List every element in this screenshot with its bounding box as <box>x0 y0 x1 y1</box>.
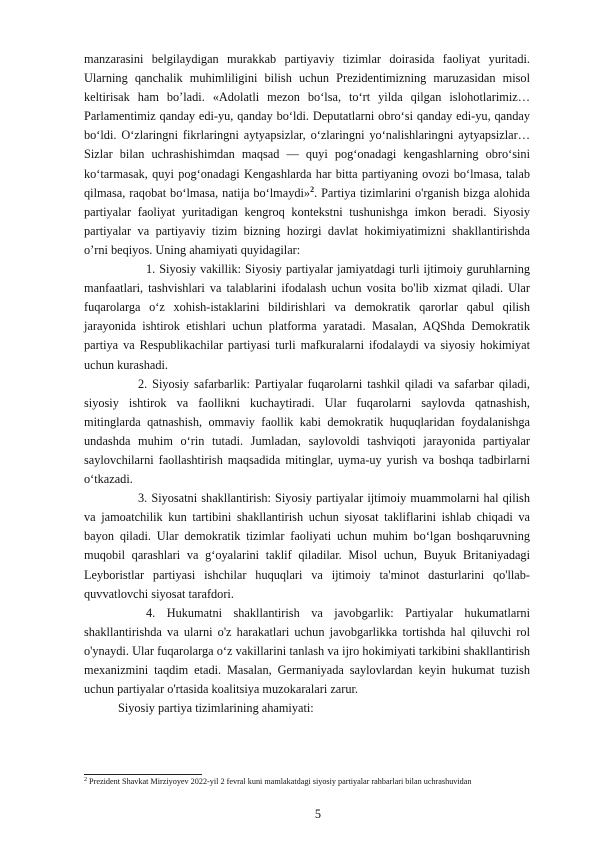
footnote-number: 2 <box>84 777 87 783</box>
document-body <box>84 50 530 718</box>
intro-tail-text: . Partiya tizimlarini o'rganish bizga alohida partiyalar faoliyat yuritadigan kengroq kontekstni tushunishga imkon beradi. Siyosiy partiyalar va partiyaviy tizim bizning hozirgi davlat hokimiyatimizni shakllantirishda o’rni beqiyos. Uning ahamiyati quyidagilar: <box>84 185 530 257</box>
footnote-divider <box>84 774 202 775</box>
page-number: 5 <box>314 807 322 821</box>
footnote-text: Prezident Shavkat Mirziyoyev 2022-yil 2 fevral kuni mamlakatdagi siyosiy partiyalar rahbarlari bilan uchrashuvidan <box>89 777 472 786</box>
section-heading: Siyosiy partiya tizimlarining ahamiyati: <box>118 701 314 716</box>
intro-paragraph <box>84 50 530 260</box>
footnote-reference[interactable]: 2 <box>310 184 315 194</box>
list-item-government-formation: 4. Hukumatni shakllantirish va javobgarlik: Partiyalar hukumatlarni shakllantirishda va ularni o'z harakatlari uchun javobgarlikka tortishda hal qiluvchi rol o'ynaydi. Ular fuqarolarga o‘z vakillarini tanlash va ijro hokimiyati tarkibini shakllantirish mexanizmini taqdim etadi. Masalan, Germaniyada saylovlardan keyin hukumat tuzish uchun partiyalar o'rtasida koalitsiya muzokaralari zarur. <box>84 605 530 697</box>
intro-text: manzarasini belgilaydigan murakkab partiyaviy tizimlar doirasida faoliyat yuritadi. Ularning qanchalik muhimliligini bilish uchun Prezidentimizning maruzasidan misol keltirisak ham bo’ladi. «Adolatli mezon bo‘lsa, to‘rt yilda qilgan islohotlarimiz… Parlamentimiz qanday edi-yu, qanday bo‘ldi. Deputatlarni obro‘si qanday edi-yu, qanday bo‘ldi. O‘zlaringni fikrlaringni aytyapsizlar, o‘zlaringni yo‘nalishlaringni aytyapsizlar… Sizlar bilan uchrashishimdan maqsad — quyi pog‘onadagi kengashlarning obro‘sini ko‘tarmasak, quyi pog‘onadagi Kengashlarda har bitta partiyaning ovozi bo‘lmasa, talab qilmasa, raqobat bo‘lmasa, natija bo‘lmaydi» <box>84 52 530 200</box>
list-item-representation: 1. Siyosiy vakillik: Siyosiy partiyalar jamiyatdagi turli ijtimoiy guruhlarning manfaatlari, tashvishlari va talablarini ifodalash uchun vosita bo'lib xizmat qiladi. Ular fuqarolarga o‘z xohish-istaklarini bildirishlari va demokratik qarorlar qabul qilish jarayonida ishtirok etishlari uchun platforma yaratadi. Masalan, AQShda Demokratik partiya va Respublikachilar partiyasi turli mafkuralarni ifodalaydi va siyosiy hokimiyat uchun kurashadi. <box>84 262 530 372</box>
list-item-mobilization: 2. Siyosiy safarbarlik: Partiyalar fuqarolarni tashkil qiladi va safarbar qiladi, siyosiy ishtirok va faollikni kuchaytiradi. Ular fuqarolarni saylovda qatnashish, mitinglarda qatnashish, ommaviy faollik kabi demokratik huquqlaridan foydalanishga undashda muhim o‘rin tutadi. Jumladan, saylovoldi tashviqoti jarayonida partiyalar saylovchilarni faollashtirish maqsadida mitinglar, uyma-uy yurish va boshqa tadbirlarni o‘tkazadi. <box>84 376 530 487</box>
list-item-policy-making: 3. Siyosatni shakllantirish: Siyosiy partiyalar ijtimoiy muammolarni hal qilish va jamoatchilik kun tartibini shakllantirish uchun siyosat takliflarini ishlab chiqadi va bayon qiladi. Ular demokratik tizimlar faoliyati uchun muhim bo‘lgan boshqaruvning muqobil qarashlari va g‘oyalarini taklif qiladilar. Misol uchun, Buyuk Britaniyadagi Leyboristlar partiyasi ishchilar huquqlari va ijtimoiy ta'minot dasturlarini qo'llab-quvvatlovchi siyosat tarafdori. <box>84 491 530 601</box>
footnote <box>84 777 514 787</box>
